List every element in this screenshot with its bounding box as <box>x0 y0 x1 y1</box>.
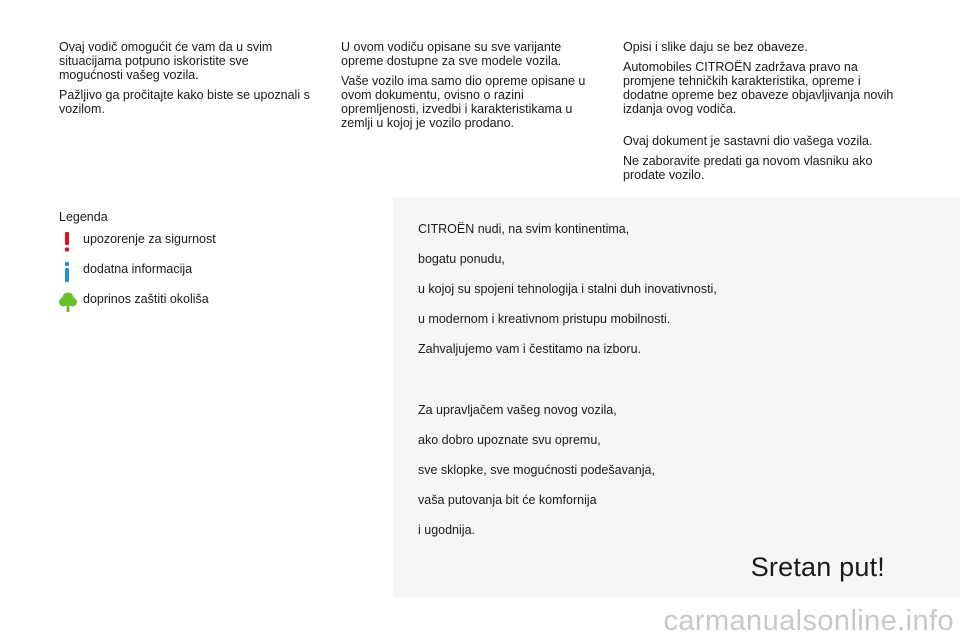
legend-item-label: doprinos zaštiti okoliša <box>83 292 209 306</box>
welcome-line: bogatu ponudu, <box>418 252 505 266</box>
intro-paragraph: Pažljivo ga pročitajte kako biste se upoznali s vozilom. <box>59 88 310 116</box>
warning-exclamation-icon <box>59 230 75 254</box>
paragraph-break <box>418 372 717 403</box>
intro-column-1 <box>59 40 314 122</box>
intro-paragraph: Vaše vozilo ima samo dio opreme opisane u ovom dokumentu, ovisno o razini opremljenosti, izvedbi i karakteristikama u zemlji u kojoj je vozilo prodano. <box>341 74 586 130</box>
intro-paragraph: Opisi i slike daju se bez obaveze. <box>623 40 808 54</box>
welcome-line: u modernom i kreativnom pristupu mobilnosti. <box>418 312 671 326</box>
intro-paragraph: Automobiles CITROËN zadržava pravo na promjene tehničkih karakteristika, opreme i dodatne opreme bez obaveze objavljivanja novih izdanja ovog vodiča. <box>623 60 894 116</box>
info-icon <box>59 260 75 284</box>
watermark: carmanualsonline.info <box>663 605 954 637</box>
legend-item-environment <box>59 292 209 322</box>
legend-item-label: upozorenje za sigurnost <box>83 232 216 246</box>
intro-paragraph: Ovaj dokument je sastavni dio vašega vozila. <box>623 134 873 148</box>
legend-item-info <box>59 262 193 292</box>
environment-leaf-icon <box>59 290 77 314</box>
welcome-line: sve sklopke, sve mogućnosti podešavanja, <box>418 463 655 477</box>
welcome-line: i ugodnija. <box>418 523 475 537</box>
welcome-text <box>418 222 717 553</box>
legend-title: Legenda <box>59 210 108 224</box>
intro-paragraph: Ovaj vodič omogućit će vam da u svim situacijama potpuno iskoristite sve mogućnosti vašeg vozila. <box>59 40 273 82</box>
welcome-line: ako dobro upoznate svu opremu, <box>418 433 601 447</box>
intro-paragraph: Ne zaboravite predati ga novom vlasniku ako prodate vozilo. <box>623 154 873 182</box>
welcome-panel <box>393 197 960 597</box>
welcome-line: CITROËN nudi, na svim kontinentima, <box>418 222 630 236</box>
legend <box>59 210 216 322</box>
intro-paragraph: U ovom vodiču opisane su sve varijante opreme dostupne za sve modele vozila. <box>341 40 562 68</box>
signoff-greeting: Sretan put! <box>750 552 885 582</box>
legend-item-warning <box>59 232 216 262</box>
welcome-line: u kojoj su spojeni tehnologija i stalni duh inovativnosti, <box>418 282 717 296</box>
legend-item-label: dodatna informacija <box>83 262 193 276</box>
welcome-line: vaša putovanja bit će komfornija <box>418 493 597 507</box>
welcome-line: Zahvaljujemo vam i čestitamo na izboru. <box>418 342 642 356</box>
welcome-line: Za upravljačem vašeg novog vozila, <box>418 403 617 417</box>
intro-column-3 <box>623 40 898 188</box>
intro-column-2 <box>341 40 591 136</box>
